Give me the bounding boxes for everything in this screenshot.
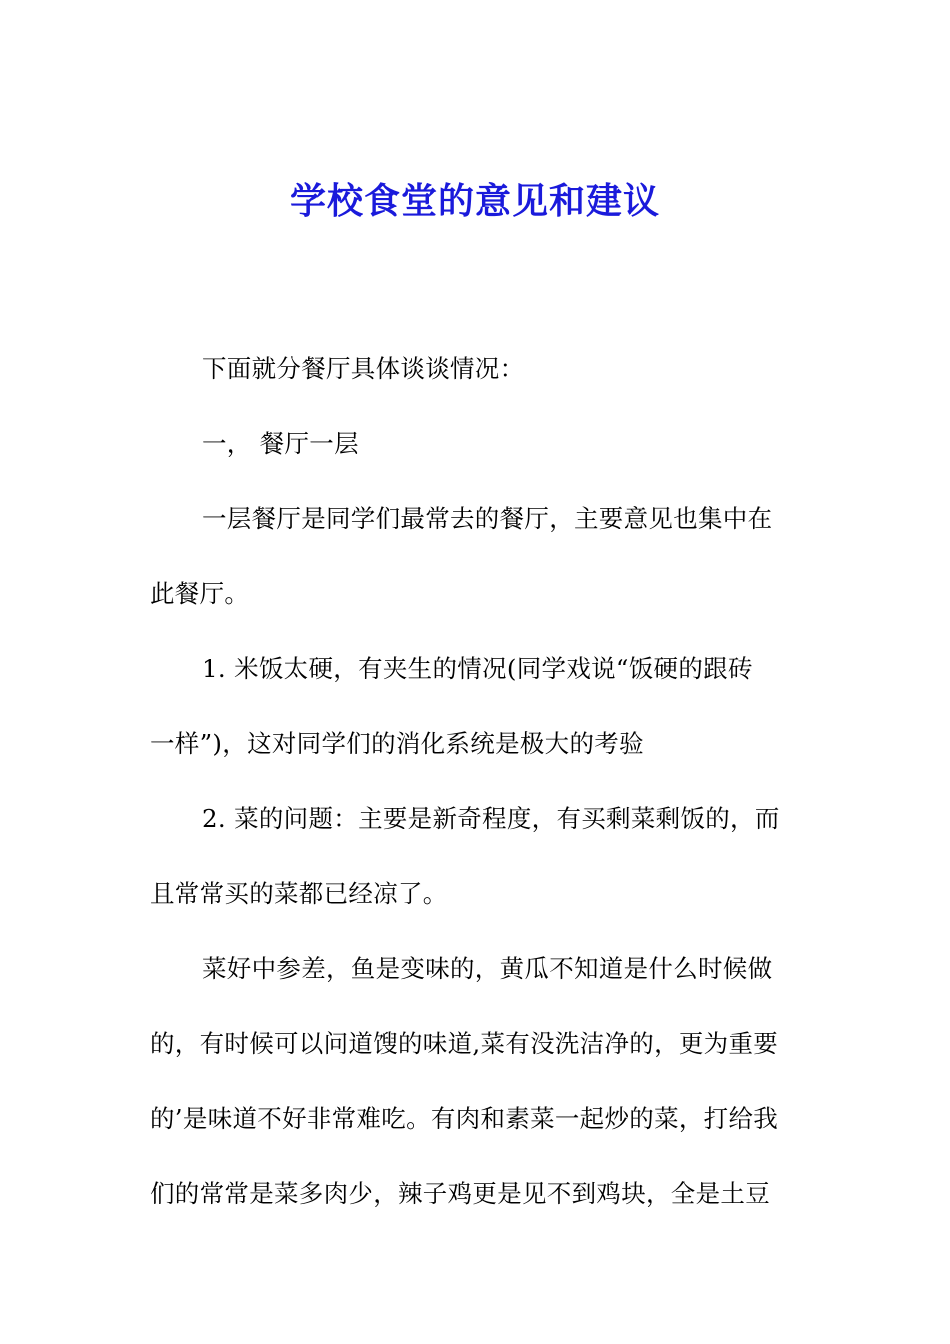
- list-item-line: 一样”)，这对同学们的消化系统是极大的考验: [150, 729, 644, 758]
- paragraph-line: 的’是味道不好非常难吃。有肉和素菜一起炒的菜，打给我: [150, 1104, 779, 1133]
- document-body: [150, 331, 804, 1231]
- paragraph-line: 菜好中参差，鱼是变味的，黄瓜不知道是什么时候做: [202, 954, 773, 983]
- list-item-line: 且常常买的菜都已经凉了。: [150, 879, 448, 908]
- paragraph-line: 此餐厅。: [150, 579, 250, 608]
- paragraph-line: 一层餐厅是同学们最常去的餐厅，主要意见也集中在: [202, 504, 773, 533]
- list-item-line: 1. 米饭太硬，有夹生的情况(同学戏说“饭硬的跟砖: [202, 654, 753, 683]
- paragraph-line: 下面就分餐厅具体谈谈情况：: [202, 354, 525, 383]
- paragraph-line: 们的常常是菜多肉少，辣子鸡更是见不到鸡块，全是土豆: [150, 1179, 770, 1208]
- section-heading: 一， 餐厅一层: [202, 429, 359, 458]
- list-item-line: 2. 菜的问题：主要是新奇程度，有买剩菜剩饭的，而: [202, 804, 780, 833]
- paragraph-line: 的，有时候可以问道馊的味道,菜有没洗洁净的，更为重要: [150, 1029, 779, 1058]
- document-title: 学校食堂的意见和建议: [289, 180, 660, 222]
